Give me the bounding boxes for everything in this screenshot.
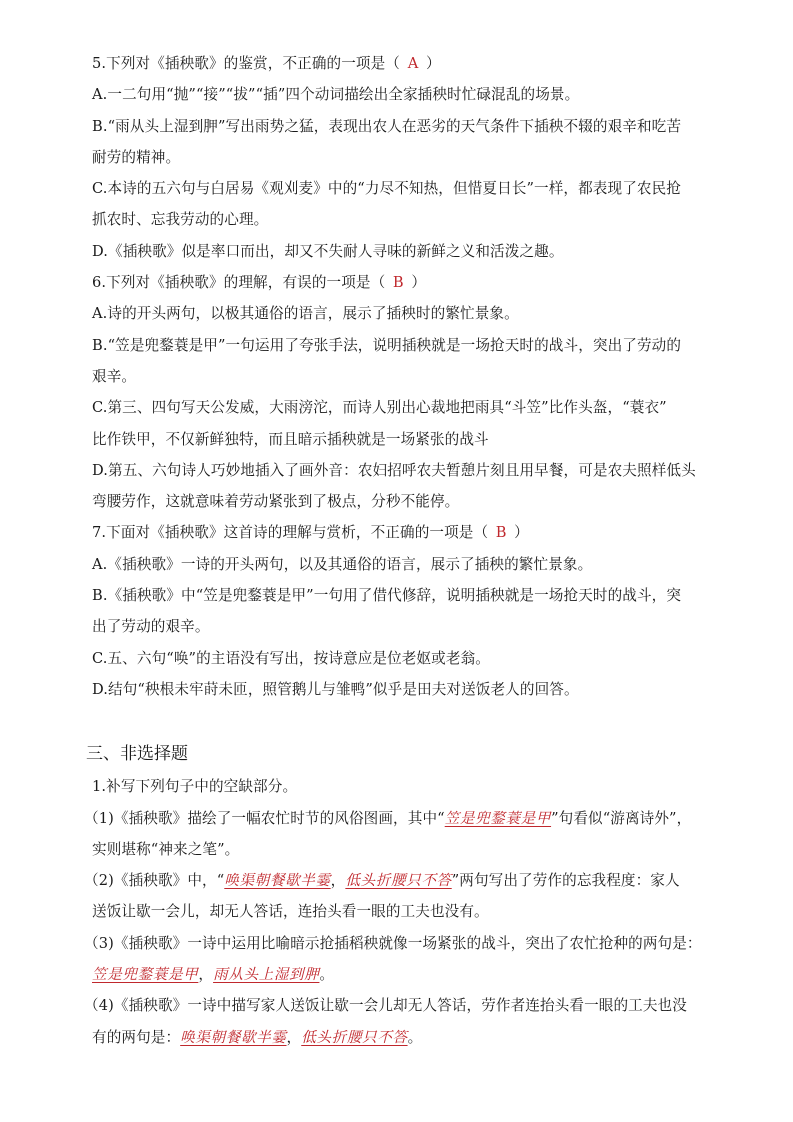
fill-item-2-line1 [84,865,752,896]
q6-answer: B [392,274,404,292]
q5-option-a: A.一二句用“抛”“接”“拔”“插”四个动词描绘出全家插秧时忙碌混乱的场景。 [92,86,580,104]
fill-item-3-line2 [92,959,752,990]
fill-item-4-separator: ， [286,1028,302,1046]
fill-item-2-text: （2)《插秧歌》中，“ [84,872,225,890]
q5-option-c-line1: C.本诗的五六句与白居易《观刈麦》中的“力尽不知热，但惜夏日长”一样，都表现了农民抢 [92,180,681,198]
q7-option-b-line1: B.《插秧歌》中“笠是兜鍪蓑是甲”一句用了借代修辞，说明插秧就是一场抢天时的战斗，突 [92,587,682,605]
q5-option-d: D.《插秧歌》似是率口而出，却又不失耐人寻味的新鲜之义和活泼之趣。 [92,242,564,260]
fill-item-2-separator: ， [330,872,346,890]
q5-option-b-line1: B.“雨从头上湿到胛”写出雨势之猛，表现出农人在恶劣的天气条件下插秧不辍的艰辛和吃苦 [92,117,682,135]
q6-option-b-line1: B.“笠是兜鍪蓑是甲”一句运用了夸张手法，说明插秧就是一场抢天时的战斗，突出了劳动的 [92,336,682,354]
q6-option-c-line2: 比作铁甲，不仅新鲜独特，而且暗示插秧就是一场紧张的战斗 [92,430,489,448]
fill-item-3-end: 。 [319,966,335,984]
q5-stem-text: 5.下列对《插秧歌》的鉴赏，不正确的一项是（ [92,55,401,72]
fill-answer-4b: 低头折腰只不答 [301,1028,408,1046]
fill-item-2-text-end: ”两句写出了劳作的忘我程度：家人 [451,872,680,890]
q6-option-c-line1: C.第三、四句写天公发威，大雨滂沱，而诗人别出心裁地把雨具“斗笠”比作头盔，“蓑衣” [92,399,667,417]
fill-item-3-separator: ， [198,966,214,984]
q7-answer: B [495,524,507,542]
fill-item-1-text-end: ”句看似“游离诗外”， [551,809,692,827]
q5-answer: A [407,55,419,72]
fill-item-1-line1 [84,803,752,834]
fill-answer-2b: 低头折腰只不答 [345,872,452,890]
q5-option-c-line2: 抓农时、忘我劳动的心理。 [92,211,269,229]
q7-stem-text: 7.下面对《插秧歌》这首诗的理解与赏析，不正确的一项是（ [92,524,489,542]
fill-item-4-line1: （4)《插秧歌》一诗中描写家人送饭让歇一会儿却无人答话，劳作者连抬头看一眼的工夫也没 [84,997,687,1015]
q6-option-d-line1: D.第五、六句诗人巧妙地插入了画外音：农妇招呼农夫暂憩片刻且用早餐，可是农夫照样低头 [92,461,696,479]
document-page [84,48,752,1053]
section-heading: 三、非选择题 [86,744,188,765]
fill-question-title: 1.补写下列句子中的空缺部分。 [92,778,298,796]
fill-answer-1: 笠是兜鍪蓑是甲 [444,809,552,827]
fill-item-4-line2 [92,1022,752,1053]
q7-option-b-line2: 出了劳动的艰辛。 [92,618,210,636]
fill-item-1-line2: 实则堪称“神来之笔”。 [92,840,240,858]
fill-item-4-end: 。 [407,1028,423,1046]
q7-option-a: A.《插秧歌》一诗的开头两句，以及其通俗的语言，展示了插秧的繁忙景象。 [92,555,593,573]
q5-option-b-line2: 耐劳的精神。 [92,148,181,166]
fill-item-3-line1: （3)《插秧歌》一诗中运用比喻暗示抢插稻秧就像一场紧张的战斗，突出了农忙抢种的两句是： [84,934,702,952]
fill-answer-3a: 笠是兜鍪蓑是甲 [92,966,199,984]
fill-item-4-text: 有的两句是： [92,1028,181,1046]
q6-option-a: A.诗的开头两句，以极其通俗的语言，展示了插秧时的繁忙景象。 [92,305,519,323]
q6-option-b-line2: 艰辛。 [92,367,137,385]
fill-answer-4a: 唤渠朝餐歇半霎 [180,1028,287,1046]
q6-option-d-line2: 弯腰劳作，这就意味着劳动紧张到了极点，分秒不能停。 [92,493,460,511]
q5-stem [92,48,752,79]
fill-item-1-text: （1)《插秧歌》描绘了一幅农忙时节的风俗图画，其中“ [84,809,445,827]
q7-stem [92,517,752,548]
fill-item-2-line2: 送饭让歇一会儿，却无人答话，连抬头看一眼的工夫也没有。 [92,903,489,921]
fill-answer-3b: 雨从头上湿到胛 [213,966,320,984]
q7-stem-close: ） [514,524,529,542]
q6-stem [92,267,752,298]
q6-stem-close: ） [411,274,427,292]
fill-answer-2a: 唤渠朝餐歇半霎 [224,872,331,890]
q7-option-c: C.五、六句“唤”的主语没有写出，按诗意应是位老妪或老翁。 [92,649,490,667]
q6-stem-text: 6.下列对《插秧歌》的理解，有误的一项是（ [92,274,386,292]
q7-option-d: D.结句“秧根未牢莳未匝，照管鹅儿与雏鸭”似乎是田夫对送饭老人的回答。 [92,680,579,698]
q5-stem-close: ） [426,55,441,72]
